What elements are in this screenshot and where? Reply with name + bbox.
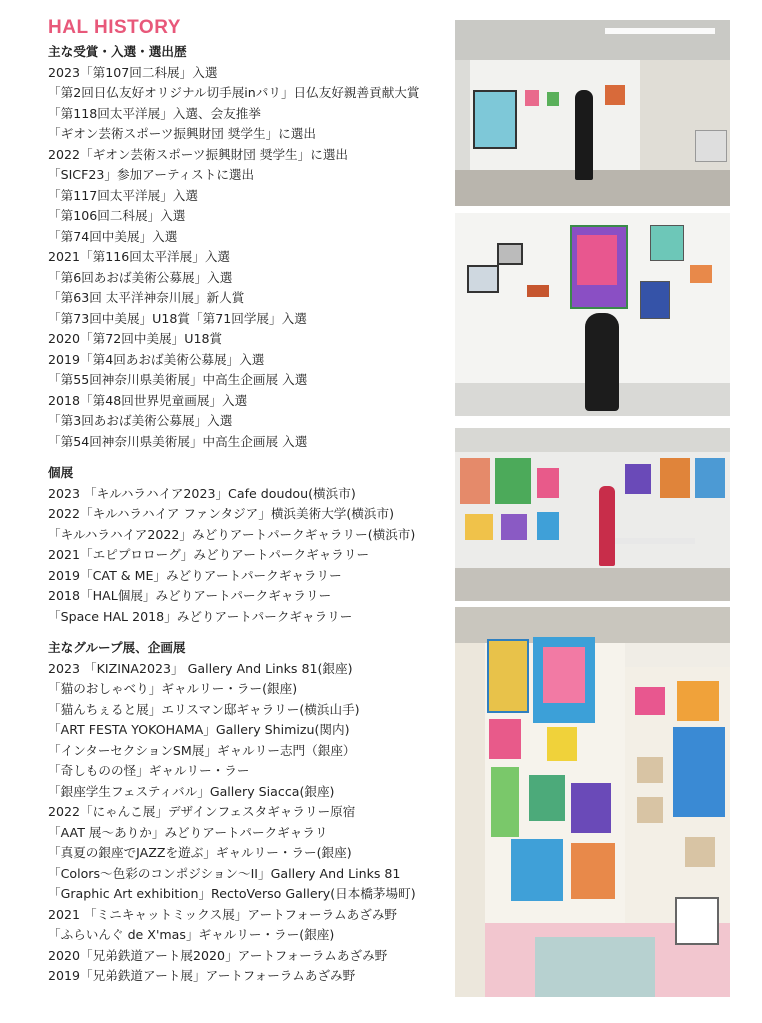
group-exhibition-line: 2023 「KIZINA2023」 Gallery And Links 81(銀座) bbox=[48, 660, 353, 676]
solo-heading: 個展 bbox=[48, 465, 74, 480]
award-line: 「第2回日仏友好オリジナル切手展inパリ」日仏友好親善貢献大賞 bbox=[48, 85, 420, 100]
group-exhibition-line: 「猫んちぇると展」エリスマン邸ギャラリー(横浜山手) bbox=[48, 701, 360, 717]
page-title: HAL HISTORY bbox=[48, 17, 181, 38]
solo-exhibition-line: 「キルハラハイア2022」みどりアートパークギャラリー(横浜市) bbox=[48, 526, 416, 542]
group-exhibition-line: 「Graphic Art exhibition」RectoVerso Gallery(日本橋茅場町) bbox=[48, 886, 416, 901]
solo-exhibition-line: 2019「CAT & ME」みどりアートパークギャラリー bbox=[48, 567, 342, 583]
gallery-photo-2 bbox=[455, 213, 730, 416]
gallery-photo-1 bbox=[455, 20, 730, 206]
award-line: 2018「第48回世界児童画展」入選 bbox=[48, 392, 248, 408]
group-exhibition-line: 「ふらいんぐ de X'mas」ギャルリー・ラー(銀座) bbox=[48, 927, 335, 942]
award-line: 2022「ギオン芸術スポーツ振興財団 奨学生」に選出 bbox=[48, 146, 349, 162]
solo-exhibition-line: 2018「HAL個展」みどりアートパークギャラリー bbox=[48, 588, 332, 603]
award-line: 2021「第116回太平洋展」入選 bbox=[48, 249, 231, 264]
group-exhibition-line: 「Colors〜色彩のコンポジション〜II」Gallery And Links 81 bbox=[48, 865, 401, 881]
award-line: 「第55回神奈川県美術展」中高生企画展 入選 bbox=[48, 372, 308, 387]
award-line: 2020「第72回中美展」U18賞 bbox=[48, 331, 223, 346]
award-line: 「第118回太平洋展」入選、会友推挙 bbox=[48, 105, 261, 121]
award-line: 「SICF23」参加アーティストに選出 bbox=[48, 167, 255, 182]
group-list bbox=[48, 659, 448, 987]
solo-section bbox=[48, 463, 448, 627]
group-exhibition-line: 「奇しものの怪」ギャルリー・ラー bbox=[48, 763, 250, 778]
gallery-photo-3 bbox=[455, 428, 730, 601]
award-line: 2023「第107回二科展」入選 bbox=[48, 64, 218, 80]
award-line: 「第63回 太平洋神奈川展」新人賞 bbox=[48, 290, 245, 305]
awards-list bbox=[48, 63, 448, 453]
group-heading: 主なグループ展、企画展 bbox=[48, 640, 186, 655]
solo-exhibition-line: 「Space HAL 2018」みどりアートパークギャラリー bbox=[48, 608, 353, 624]
solo-list bbox=[48, 484, 448, 628]
award-line: 「第117回太平洋展」入選 bbox=[48, 187, 198, 203]
group-exhibition-line: 2019「兄弟鉄道アート展」アートフォーラムあざみ野 bbox=[48, 968, 356, 983]
awards-heading: 主な受賞・入選・選出歴 bbox=[48, 44, 187, 59]
award-line: 「第6回あおば美術公募展」入選 bbox=[48, 269, 233, 285]
award-line: 2019「第4回あおば美術公募展」入選 bbox=[48, 351, 265, 367]
solo-exhibition-line: 2021「エピプロローグ」みどりアートパークギャラリー bbox=[48, 547, 370, 562]
group-exhibition-line: 「真夏の銀座でJAZZを遊ぶ」ギャルリー・ラー(銀座) bbox=[48, 845, 352, 860]
group-exhibition-line: 「AAT 展〜ありか」みどりアートパークギャラリ bbox=[48, 824, 328, 840]
group-exhibition-line: 「銀座学生フェスティバル」Gallery Siacca(銀座) bbox=[48, 783, 335, 799]
solo-exhibition-line: 2023 「キルハラハイア2023」Cafe doudou(横浜市) bbox=[48, 485, 356, 501]
solo-exhibition-line: 2022「キルハラハイア ファンタジア」横浜美術大学(横浜市) bbox=[48, 506, 394, 521]
award-line: 「第74回中美展」入選 bbox=[48, 228, 178, 244]
gallery-photo-4 bbox=[455, 607, 730, 997]
group-exhibition-line: 「猫のおしゃべり」ギャルリー・ラー(銀座) bbox=[48, 681, 298, 696]
group-exhibition-line: 2020「兄弟鉄道アート展2020」アートフォーラムあざみ野 bbox=[48, 947, 388, 963]
award-line: 「第106回二科展」入選 bbox=[48, 208, 186, 223]
group-exhibition-line: 2021 「ミニキャットミックス展」アートフォーラムあざみ野 bbox=[48, 906, 398, 922]
group-section bbox=[48, 638, 448, 987]
award-line: 「第73回中美展」U18賞「第71回学展」入選 bbox=[48, 310, 307, 326]
award-line: 「第54回神奈川県美術展」中高生企画展 入選 bbox=[48, 433, 308, 449]
group-exhibition-line: 2022「にゃんこ展」デザインフェスタギャラリー原宿 bbox=[48, 804, 356, 819]
awards-section bbox=[48, 42, 448, 452]
group-exhibition-line: 「ART FESTA YOKOHAMA」Gallery Shimizu(関内) bbox=[48, 722, 350, 737]
group-exhibition-line: 「インターセクションSM展」ギャルリー志門（銀座） bbox=[48, 742, 356, 758]
award-line: 「ギオン芸術スポーツ振興財団 奨学生」に選出 bbox=[48, 126, 316, 141]
award-line: 「第3回あおば美術公募展」入選 bbox=[48, 413, 233, 428]
